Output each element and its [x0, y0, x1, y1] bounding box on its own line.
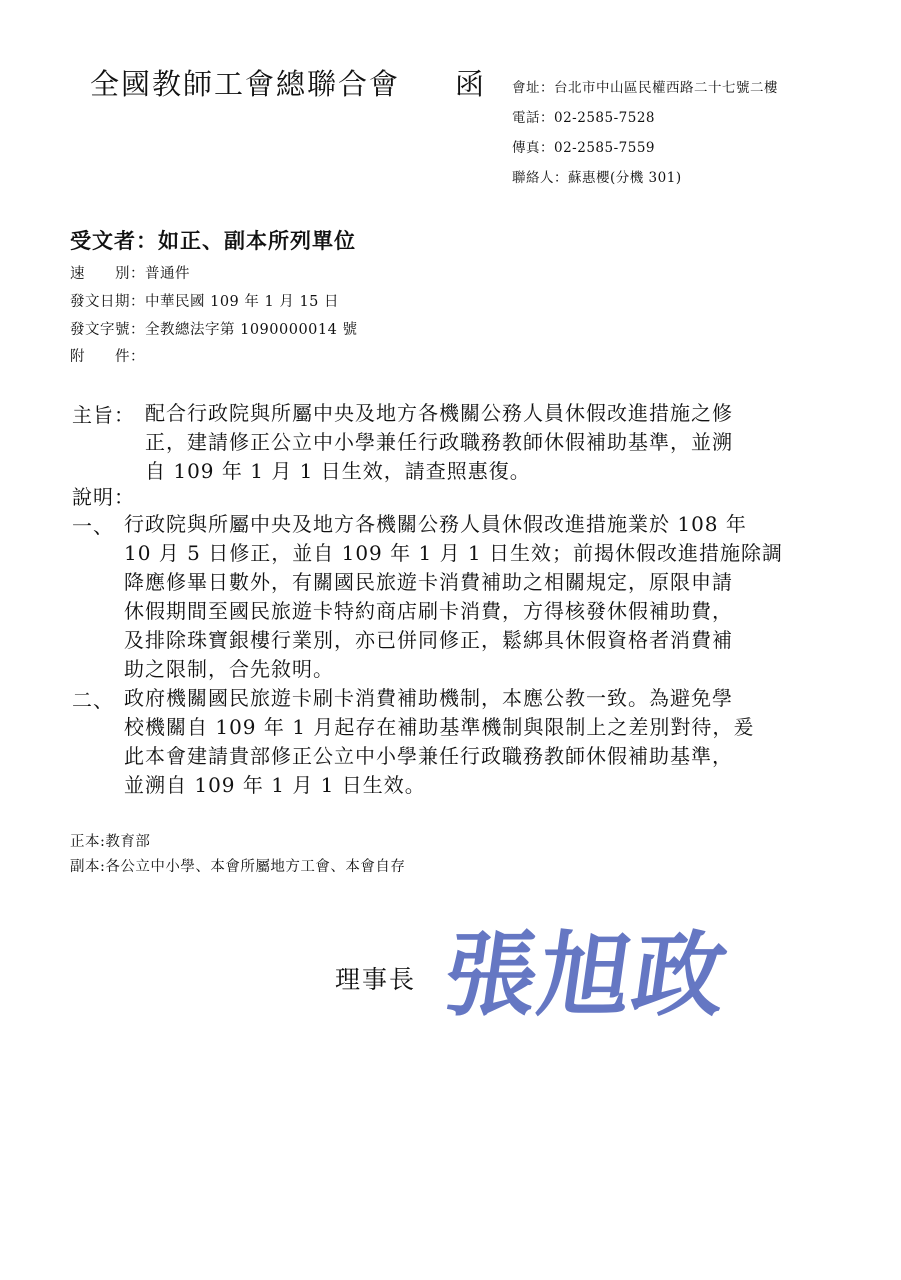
item-line: 行政院與所屬中央及地方各機關公務人員休假改進措施業於 108 年	[124, 512, 747, 536]
copy-recipients: 副本:各公立中小學、本會所屬地方工會、本會自存	[70, 859, 406, 875]
fax: 傳真：02-2585-7559	[512, 140, 656, 156]
signatory-title: 理事長	[335, 965, 417, 994]
attachment-label: 附 件：	[70, 349, 145, 365]
signature-image	[440, 915, 730, 1030]
item-line: 助之限制，合先敘明。	[124, 657, 334, 681]
subject-label: 主旨：	[72, 403, 135, 427]
original-recipient: 正本:教育部	[70, 834, 151, 850]
item-number: 二、	[72, 688, 114, 712]
description-label: 說明：	[72, 485, 135, 509]
speed-row	[70, 262, 190, 283]
speed-value: 普通件	[145, 266, 190, 282]
description-item-1	[124, 510, 783, 684]
document-type: 函	[455, 67, 485, 101]
item-number: 一、	[72, 514, 114, 538]
subject-line: 配合行政院與所屬中央及地方各機關公務人員休假改進措施之修	[145, 401, 733, 425]
reference-value: 全教總法字第 1090000014 號	[145, 322, 358, 338]
subject-line: 正，建請修正公立中小學兼任行政職務教師休假補助基準，並溯	[145, 430, 733, 454]
item-line: 政府機關國民旅遊卡刷卡消費補助機制，本應公教一致。為避免學	[124, 686, 733, 710]
item-line: 此本會建請貴部修正公立中小學兼任行政職務教師休假補助基準，	[124, 744, 733, 768]
item-line: 降應修畢日數外，有關國民旅遊卡消費補助之相關規定，原限申請	[124, 570, 733, 594]
item-line: 校機關自 109 年 1 月起存在補助基準機制與限制上之差別對待，爰	[124, 715, 755, 739]
date-value: 中華民國 109 年 1 月 15 日	[145, 294, 340, 310]
address: 會址：台北市中山區民權西路二十七號二樓	[512, 80, 778, 96]
subject-text	[145, 399, 733, 486]
recipient: 受文者：如正、副本所列單位	[70, 228, 356, 253]
signature-name: 張旭政	[440, 920, 730, 1029]
description-item-2	[124, 684, 754, 800]
date-label: 發文日期：	[70, 294, 145, 310]
contact-person: 聯絡人：蘇惠櫻(分機 301)	[512, 170, 682, 186]
item-line: 及排除珠寶銀樓行業別，亦已併同修正，鬆綁具休假資格者消費補	[124, 628, 733, 652]
item-line: 10 月 5 日修正，並自 109 年 1 月 1 日生效；前揭休假改進措施除調	[124, 541, 784, 565]
reference-row	[70, 318, 357, 339]
date-row	[70, 290, 339, 311]
speed-label: 速 別：	[70, 266, 145, 282]
subject-line: 自 109 年 1 月 1 日生效，請查照惠復。	[145, 459, 531, 483]
phone: 電話：02-2585-7528	[512, 110, 656, 126]
organization-name: 全國教師工會總聯合會	[90, 67, 401, 101]
reference-label: 發文字號：	[70, 322, 145, 338]
item-line: 休假期間至國民旅遊卡特約商店刷卡消費，方得核發休假補助費，	[124, 599, 733, 623]
attachment-row	[70, 345, 145, 366]
item-line: 並溯自 109 年 1 月 1 日生效。	[124, 773, 426, 797]
